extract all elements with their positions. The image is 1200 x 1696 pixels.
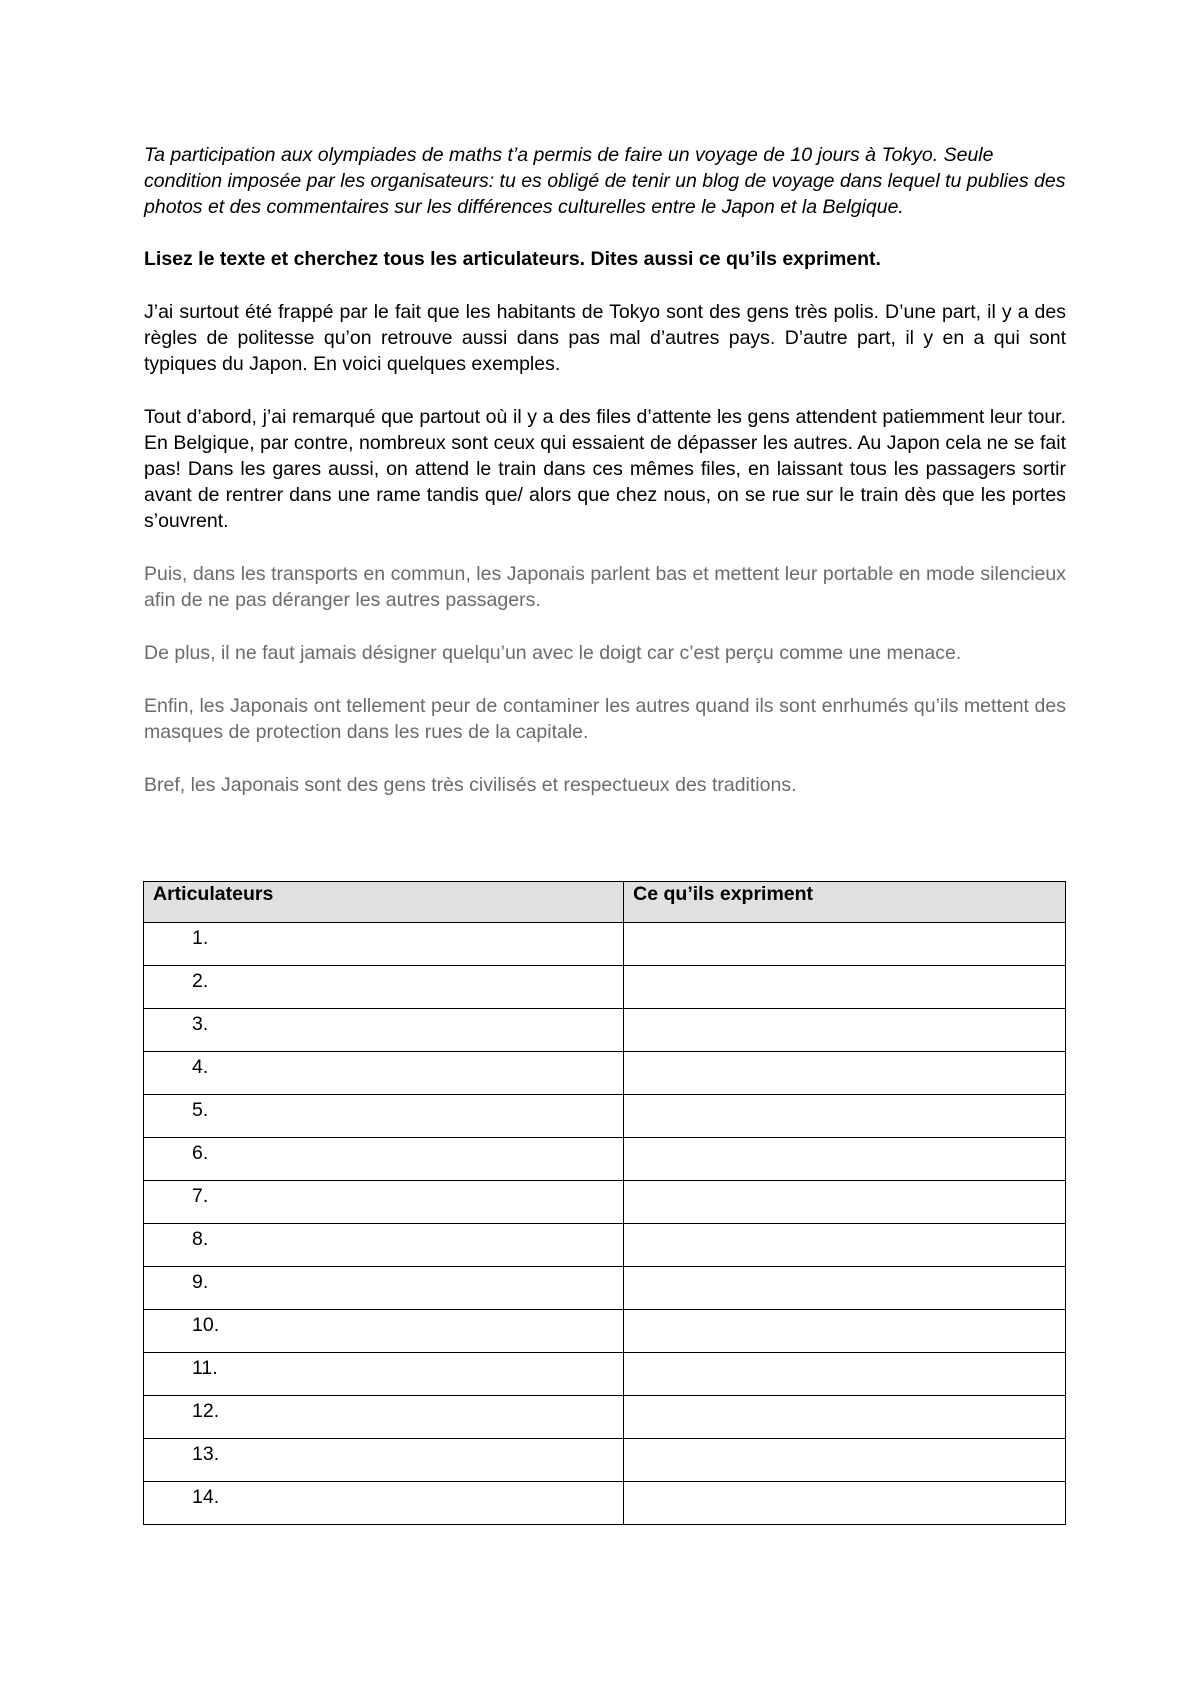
answer-cell[interactable] (624, 1353, 1066, 1396)
row-number: 14. (144, 1482, 624, 1525)
row-number: 13. (144, 1439, 624, 1482)
table-row (144, 1353, 1066, 1396)
row-number: 7. (144, 1181, 624, 1224)
intro-paragraph: Ta participation aux olympiades de maths t’a permis de faire un voyage de 10 jours à Tokyo. Seule condition imposée par les organisateurs: tu es obligé de tenir un blog de voyage dans lequel tu publies des photos et des commentaires sur les différences culturelles entre le Japon et la Belgique. (144, 144, 1066, 218)
answer-cell[interactable] (624, 1482, 1066, 1525)
paragraph-2: Tout d’abord, j’ai remarqué que partout où il y a des files d’attente les gens attendent patiemment leur tour. En Belgique, par contre, nombreux sont ceux qui essaient de dépasser les autres. Au Japon cela ne se fait pas! Dans les gares aussi, on attend le train dans ces mêmes files, en laissant tous les passagers sortir avant de rentrer dans une rame tandis que/ alors que chez nous, on se rue sur le train dès que les portes s’ouvrent. (144, 406, 1066, 532)
answer-cell[interactable] (624, 1095, 1066, 1138)
table-row (144, 1009, 1066, 1052)
table-row (144, 1396, 1066, 1439)
header-ce-quils-expriment: Ce qu’ils expriment (624, 882, 1066, 923)
instruction-heading: Lisez le texte et cherchez tous les articulateurs. Dites aussi ce qu’ils expriment. (144, 248, 881, 270)
row-number: 4. (144, 1052, 624, 1095)
row-number: 8. (144, 1224, 624, 1267)
answer-cell[interactable] (624, 1439, 1066, 1482)
paragraph-1: J’ai surtout été frappé par le fait que les habitants de Tokyo sont des gens très polis. D’une part, il y a des règles de politesse qu’on retrouve aussi dans pas mal d’autres pays. D’autre part, il y en a qui sont typiques du Japon. En voici quelques exemples. (144, 301, 1066, 375)
table-row (144, 923, 1066, 966)
answer-cell[interactable] (624, 1224, 1066, 1267)
row-number: 2. (144, 966, 624, 1009)
table-row (144, 1181, 1066, 1224)
row-number: 5. (144, 1095, 624, 1138)
answer-table (143, 881, 1066, 1525)
table-row (144, 1482, 1066, 1525)
table-row (144, 1439, 1066, 1482)
table-row (144, 1310, 1066, 1353)
paragraph-3: Puis, dans les transports en commun, les Japonais parlent bas et mettent leur portable en mode silencieux afin de ne pas déranger les autres passagers. (144, 563, 1066, 611)
answer-cell[interactable] (624, 1138, 1066, 1181)
header-articulateurs: Articulateurs (144, 882, 624, 923)
table-header-row (144, 882, 1066, 923)
table-row (144, 1138, 1066, 1181)
row-number: 9. (144, 1267, 624, 1310)
answer-cell[interactable] (624, 1181, 1066, 1224)
answer-cell[interactable] (624, 1267, 1066, 1310)
answer-cell[interactable] (624, 1310, 1066, 1353)
worksheet-text (144, 142, 1066, 798)
answer-cell[interactable] (624, 1009, 1066, 1052)
table-row (144, 1224, 1066, 1267)
row-number: 3. (144, 1009, 624, 1052)
table-row (144, 1095, 1066, 1138)
row-number: 12. (144, 1396, 624, 1439)
answer-cell[interactable] (624, 923, 1066, 966)
row-number: 1. (144, 923, 624, 966)
paragraph-4: De plus, il ne faut jamais désigner quelqu’un avec le doigt car c’est perçu comme une menace. (144, 642, 962, 664)
answer-cell[interactable] (624, 1396, 1066, 1439)
table-row (144, 1052, 1066, 1095)
row-number: 10. (144, 1310, 624, 1353)
paragraph-6: Bref, les Japonais sont des gens très civilisés et respectueux des traditions. (144, 774, 797, 796)
row-number: 6. (144, 1138, 624, 1181)
paragraph-5: Enfin, les Japonais ont tellement peur de contaminer les autres quand ils sont enrhumés qu’ils mettent des masques de protection dans les rues de la capitale. (144, 695, 1066, 743)
table-row (144, 966, 1066, 1009)
table-row (144, 1267, 1066, 1310)
answer-cell[interactable] (624, 966, 1066, 1009)
answer-cell[interactable] (624, 1052, 1066, 1095)
row-number: 11. (144, 1353, 624, 1396)
